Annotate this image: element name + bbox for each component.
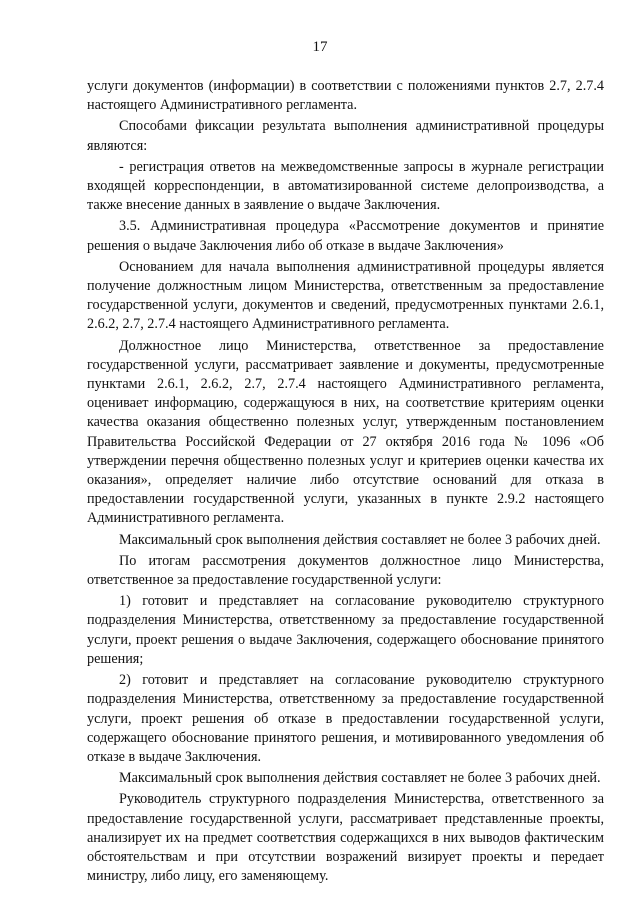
page-number: 17	[312, 39, 328, 55]
paragraph-official-review: Должностное лицо Министерства, ответственное за предоставление государственной услуги, рассматривает заявление и документы, предусмотренные пунктами 2.6.1, 2.6.2, 2.7, 2.7.4 настоящего Административного регламента, оценивает информацию, содержащуюся в них, на соответствие критериям оценки качества оказания общественно полезных услуг, утвержденным постановлением Правительства Российской Федерации от 27 октября 2016 года № 1096 «Об утверждении перечня общественно полезных услуг и критериев оценки качества их оказания», определяет наличие либо отсутствие оснований для отказа в предоставлении государственной услуги, указанных в пункте 2.9.2 настоящего Административного регламента.	[87, 337, 604, 527]
document-body	[87, 77, 604, 888]
section-heading-3-5: 3.5. Административная процедура «Рассмотрение документов и принятие решения о выдаче Заключения либо об отказе в выдаче Заключения»	[87, 218, 604, 254]
paragraph-results: По итогам рассмотрения документов должностное лицо Министерства, ответственное за предоставление государственной услуги:	[87, 552, 604, 589]
paragraph-registration-item: - регистрация ответов на межведомственные запросы в журнале регистрации входящей корреспонденции, в автоматизированной системе делопроизводства, а также внесение данных в заявление о выдаче Заключения.	[87, 158, 604, 214]
paragraph-basis: Основанием для начала выполнения административной процедуры является получение должностным лицом Министерства, ответственным за предоставление государственной услуги, документов и сведений, предусмотренных пунктами 2.6.1, 2.6.2, 2.7, 2.7.4 настоящего Административного регламента.	[87, 258, 604, 333]
paragraph-fixation-methods: Способами фиксации результата выполнения административной процедуры являются:	[87, 118, 604, 154]
paragraph-max-term-1: Максимальный срок выполнения действия составляет не более 3 рабочих дней.	[119, 531, 601, 548]
paragraph-head-review: Руководитель структурного подразделения Министерства, ответственного за предоставление государственной услуги, рассматривает представленные проекты, анализирует их на предмет соответствия содержащихся в них выводов фактическим обстоятельствам и при отсутствии возражений визирует проекты и передает министру, либо лицу, его заменяющему.	[87, 791, 604, 885]
list-item-1: 1) готовит и представляет на согласование руководителю структурного подразделения Министерства, ответственному за предоставление государственной услуги, проект решения о выдаче Заключения, содержащего обоснование принятого решения;	[87, 593, 604, 667]
list-item-2: 2) готовит и представляет на согласование руководителю структурного подразделения Министерства, ответственному за предоставление государственной услуги, проект решения об отказе в предоставлении государственной услуги, содержащего обоснование принятого решения, и мотивированного уведомления об отказе в выдаче Заключения.	[87, 672, 604, 765]
paragraph-max-term-2: Максимальный срок выполнения действия составляет не более 3 рабочих дней.	[119, 770, 601, 787]
paragraph-continuation: услуги документов (информации) в соответствии с положениями пунктов 2.7, 2.7.4 настоящего Административного регламента.	[87, 78, 604, 114]
